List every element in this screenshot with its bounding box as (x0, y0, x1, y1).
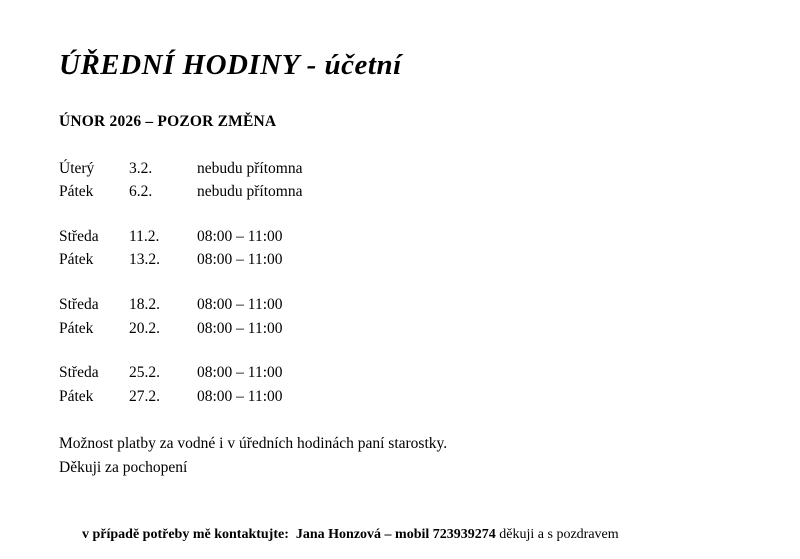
page-title: ÚŘEDNÍ HODINY - účetní (59, 49, 402, 81)
row-note: 08:00 – 11:00 (197, 227, 283, 245)
table-row (59, 157, 744, 181)
row-day: Středa (59, 295, 99, 313)
schedule-group (59, 157, 744, 204)
row-note: 08:00 – 11:00 (197, 319, 283, 337)
table-row (59, 248, 744, 272)
row-note: nebudu přítomna (197, 183, 303, 201)
note-line: Možnost platby za vodné i v úředních hodinách paní starostky. (59, 435, 448, 453)
table-row (59, 225, 744, 249)
row-date: 13.2. (129, 251, 160, 269)
document-subtitle: ÚNOR 2026 – POZOR ZMĚNA (59, 112, 277, 130)
schedule-group (59, 225, 744, 272)
row-date: 3.2. (129, 159, 153, 177)
row-date: 11.2. (129, 227, 160, 245)
row-date: 6.2. (129, 183, 153, 201)
schedule-table (59, 157, 744, 408)
row-note: 08:00 – 11:00 (197, 364, 283, 382)
contact-closing: děkuji a s pozdravem (495, 527, 619, 543)
table-row (59, 180, 744, 204)
table-row (59, 361, 744, 385)
schedule-group (59, 361, 744, 408)
row-date: 18.2. (129, 295, 160, 313)
contact-info: v případě potřeby mě kontaktujte: Jana Honzová – mobil 723939274 (82, 527, 496, 543)
row-date: 25.2. (129, 364, 160, 382)
row-day: Středa (59, 227, 99, 245)
row-day: Pátek (59, 183, 94, 201)
row-day: Úterý (59, 159, 95, 177)
contact-footer (68, 511, 744, 559)
schedule-group (59, 293, 744, 340)
row-date: 27.2. (129, 387, 160, 405)
row-day: Středa (59, 364, 99, 382)
notes-block (59, 432, 744, 479)
table-row (59, 293, 744, 317)
note-line: Děkuji za pochopení (59, 458, 188, 476)
row-note: nebudu přítomna (197, 159, 303, 177)
row-note: 08:00 – 11:00 (197, 295, 283, 313)
row-date: 20.2. (129, 319, 160, 337)
row-note: 08:00 – 11:00 (197, 387, 283, 405)
table-row (59, 385, 744, 409)
table-row (59, 317, 744, 341)
row-day: Pátek (59, 251, 94, 269)
row-day: Pátek (59, 319, 94, 337)
row-note: 08:00 – 11:00 (197, 251, 283, 269)
row-day: Pátek (59, 387, 94, 405)
